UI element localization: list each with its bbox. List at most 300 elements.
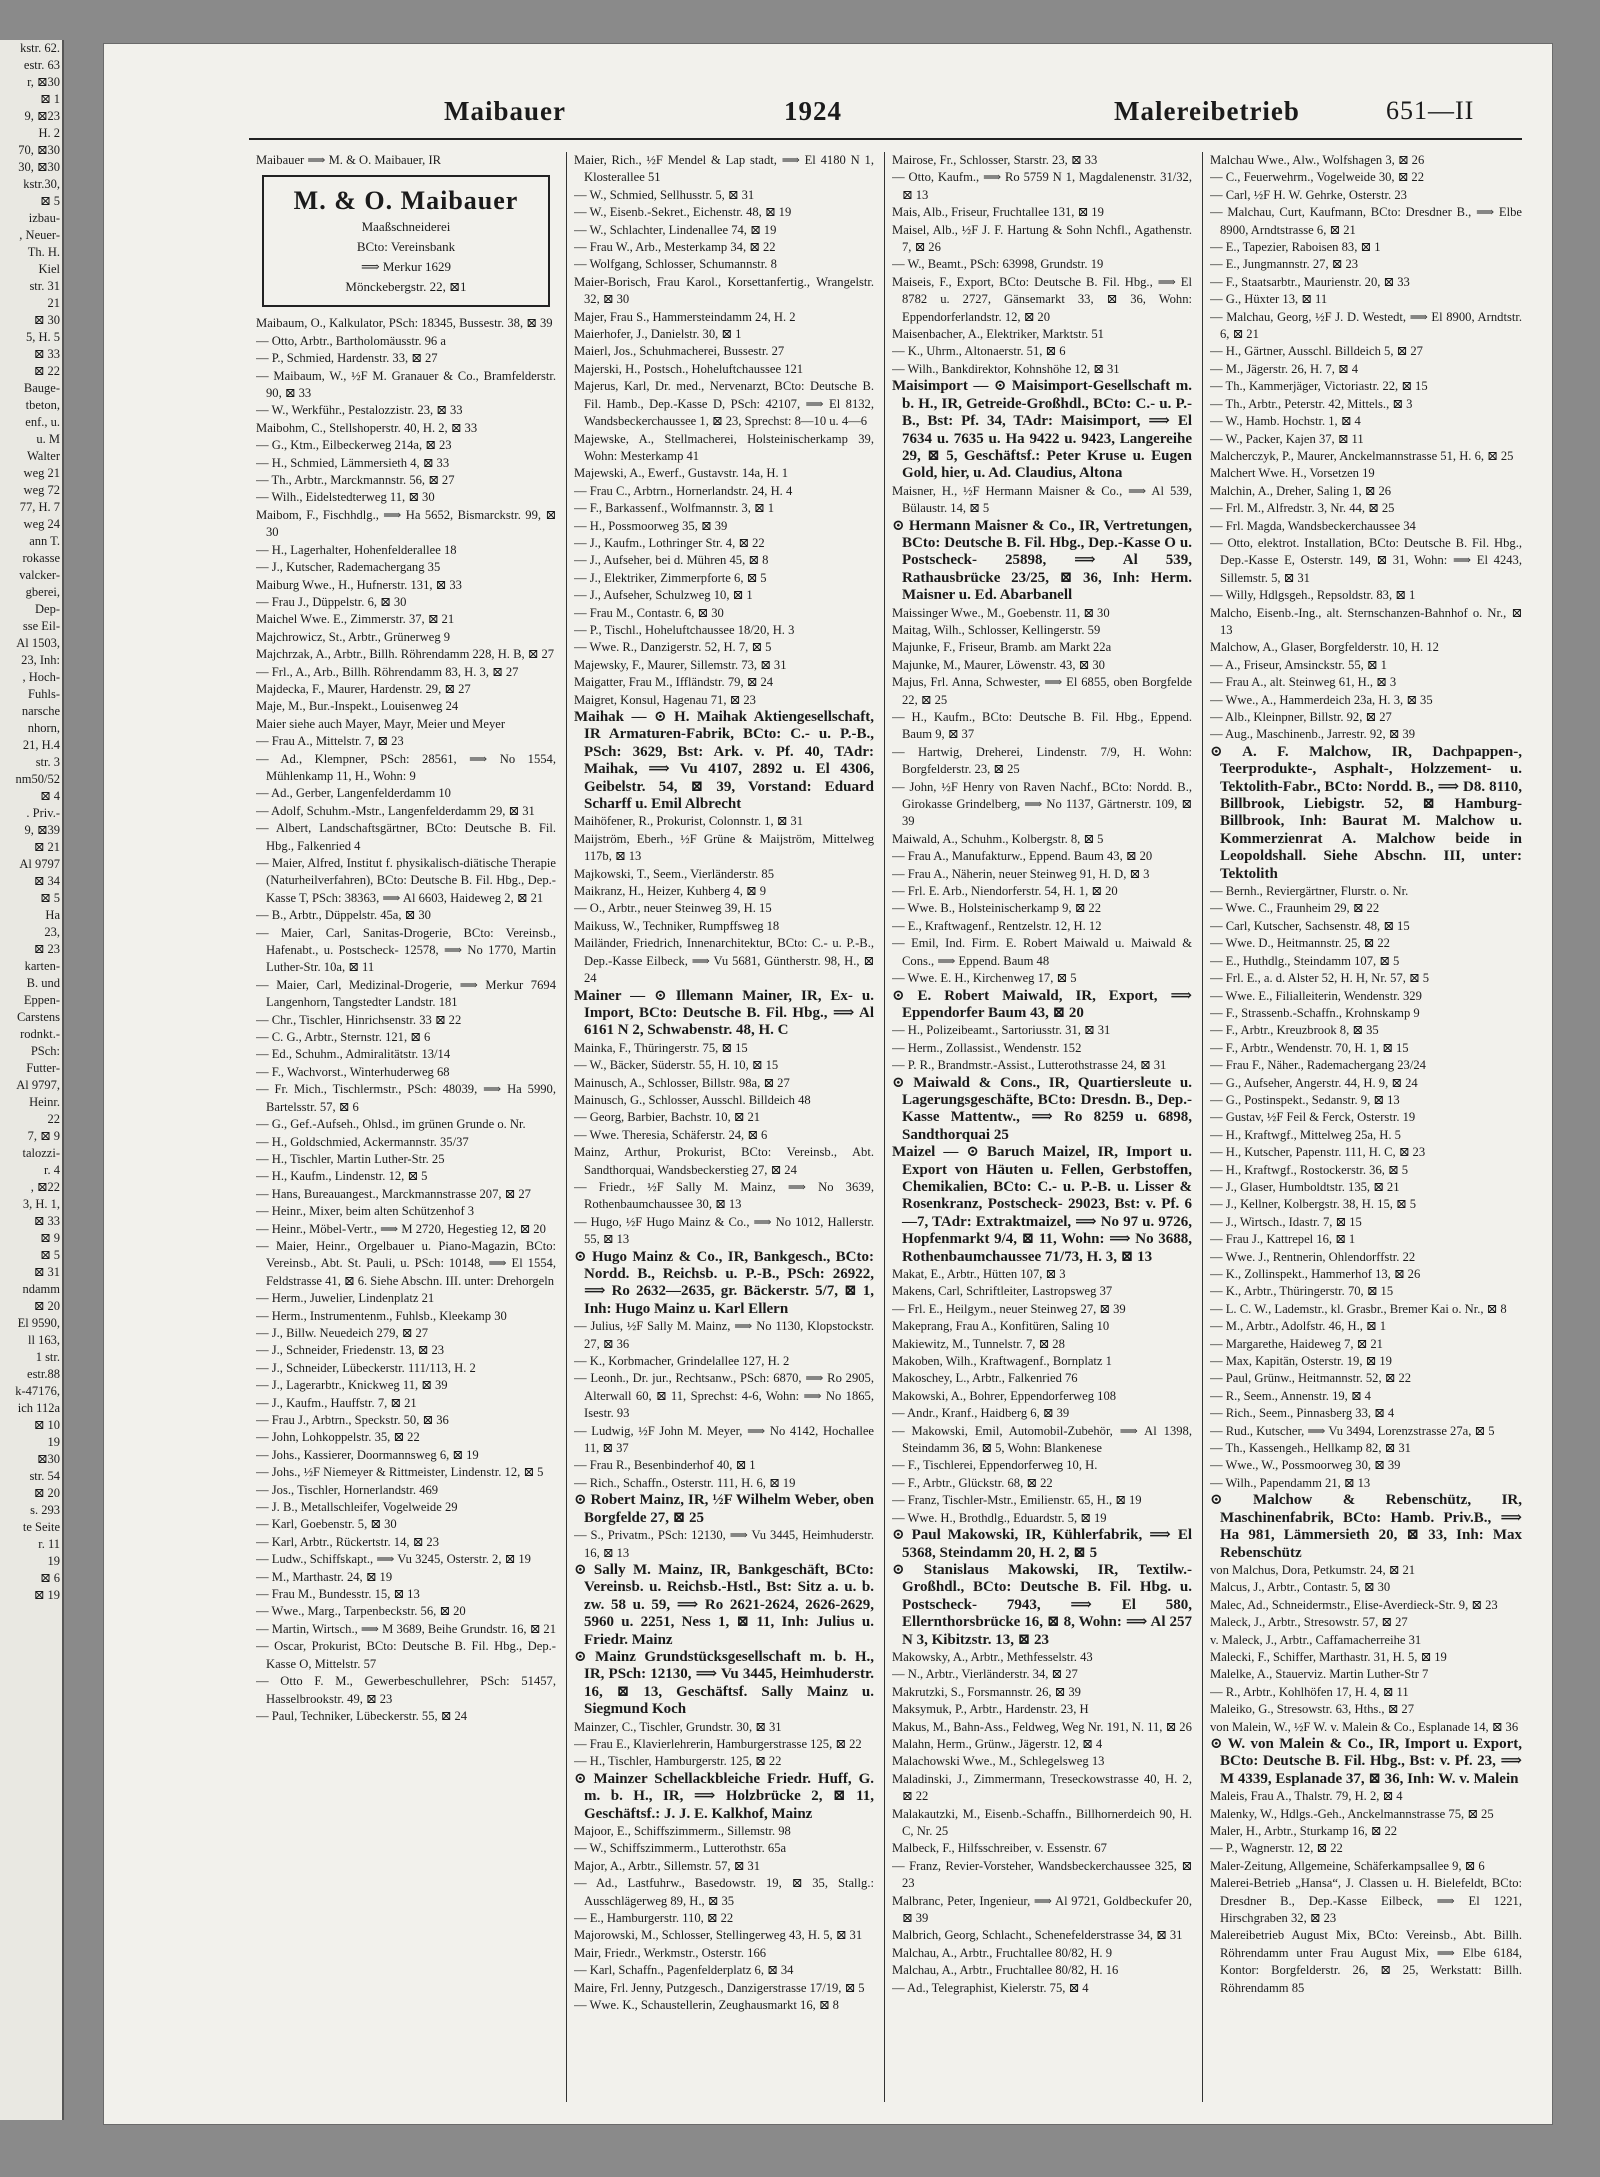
previous-page-fragment: karten- bbox=[24, 959, 60, 973]
list-item: — E., Hamburgerstr. 110, ⊠ 22 bbox=[574, 1911, 734, 1926]
list-item: — Wilh., Papendamm 21, ⊠ 13 bbox=[1210, 1475, 1371, 1490]
previous-page-fragment: sse Eil- bbox=[22, 619, 60, 633]
list-item: — Ad., Lastfuhrw., Basedowstr. 19, ⊠ 35, Stallg.: Ausschlägerweg 89, H., ⊠ 35 bbox=[574, 1876, 874, 1908]
previous-page-fragment: ⊠ 9 bbox=[40, 1231, 60, 1245]
list-item: — Wilh., Eidelstedterweg 11, ⊠ 30 bbox=[256, 490, 435, 505]
list-item: Malakautzki, M., Eisenb.-Schaffn., Billhornerdeich 90, H. C, Nr. 25 bbox=[892, 1806, 1192, 1838]
list-item: — Wwe. K., Schaustellerin, Zeughausmarkt 16, ⊠ 8 bbox=[574, 1998, 839, 2013]
list-item: Majdecka, F., Maurer, Hardenstr. 29, ⊠ 27 bbox=[256, 681, 471, 696]
previous-page-fragment: weg 72 bbox=[23, 483, 60, 497]
list-item: — Th., Arbtr., Marckmannstr. 56, ⊠ 27 bbox=[256, 473, 455, 488]
previous-page-fragment: ⊠ 5 bbox=[40, 194, 60, 208]
list-item: — Frau J., Düppelstr. 6, ⊠ 30 bbox=[256, 594, 407, 609]
list-item: — F., Arbtr., Glückstr. 68, ⊠ 22 bbox=[892, 1475, 1053, 1490]
list-item: Mainusch, G., Schlosser, Ausschl. Billdeich 48 bbox=[574, 1092, 811, 1107]
list-item: — Maier, Carl, Medizinal-Drogerie, ⟹ Merkur 7694 Langenhorn, Tangstedter Landstr. 181 bbox=[256, 977, 556, 1010]
list-item: — H., Kraftwgf., Rostockerstr. 36, ⊠ 5 bbox=[1210, 1162, 1409, 1177]
list-item: — Wwe. E. H., Kirchenweg 17, ⊠ 5 bbox=[892, 971, 1077, 986]
list-item: Maler, H., Arbtr., Sturkamp 16, ⊠ 22 bbox=[1210, 1824, 1398, 1838]
list-item: Maler-Zeitung, Allgemeine, Schäferkampsallee 9, ⊠ 6 bbox=[1210, 1858, 1485, 1873]
list-item: Majunke, F., Friseur, Bramb. am Markt 22a bbox=[892, 640, 1112, 655]
list-item: Maksymuk, P., Arbtr., Hardenstr. 23, H bbox=[892, 1702, 1089, 1717]
previous-page-fragment: valcker- bbox=[19, 568, 60, 582]
list-item: — Malchau, Georg, ½F J. D. Westedt, ⟹ El 8900, Arndtstr. 6, ⊠ 21 bbox=[1210, 309, 1522, 342]
header-rule bbox=[249, 138, 1522, 140]
previous-page-fragment: ⊠ 6 bbox=[40, 1571, 60, 1585]
column-1 bbox=[256, 152, 556, 2102]
list-item: — B., Arbtr., Düppelstr. 45a, ⊠ 30 bbox=[256, 908, 431, 923]
list-item: — Adolf, Schuhm.-Mstr., Langenfelderdamm 29, ⊠ 31 bbox=[256, 803, 535, 818]
list-item: Malchau Wwe., Alw., Wolfshagen 3, ⊠ 26 bbox=[1210, 153, 1425, 167]
previous-page-fragment: ⊠ 4 bbox=[40, 789, 60, 803]
list-item: Maichel Wwe. E., Zimmerstr. 37, ⊠ 21 bbox=[256, 612, 455, 627]
list-item: — Malchau, Curt, Kaufmann, BCto: Dresdner B., ⟹ Elbe 8900, Arndtstrasse 6, ⊠ 21 bbox=[1210, 205, 1522, 237]
list-item: — Otto, elektrot. Installation, BCto: Deutsche B. Fil. Hbg., Dep.-Kasse E, Osterstr. 149, ⊠ 31, Wohn: ⟹ El 4243, Sillemstr. 5, ⊠ 31 bbox=[1210, 535, 1522, 585]
list-item: ⊙ Malchow & Rebenschütz, IR, Maschinenfabrik, BCto: Hamb. Priv.B., ⟹ Ha 981, Lämmersieth 20, ⊠ 33, Inh: Max Rebenschütz bbox=[1210, 1492, 1522, 1561]
previous-page-fragment: r, ⊠30 bbox=[27, 75, 60, 89]
previous-page-fragment: 19 bbox=[47, 1554, 60, 1568]
previous-page-fragment: str. 31 bbox=[29, 279, 60, 293]
column-3 bbox=[892, 152, 1192, 2102]
list-item: Mailänder, Friedrich, Innenarchitektur, BCto: C.- u. P.-B., Dep.-Kasse Eilbeck, ⟹ Vu 5681, Güntherstr. 98, H., ⊠ 24 bbox=[574, 936, 874, 986]
list-item: Malbranc, Peter, Ingenieur, ⟹ Al 9721, Goldbeckufer 20, ⊠ 39 bbox=[892, 1893, 1192, 1926]
list-item: — Herm., Instrumentenm., Fuhlsb., Kleekamp 30 bbox=[256, 1308, 507, 1323]
list-item: Mair, Friedr., Werkmstr., Osterstr. 166 bbox=[574, 1945, 767, 1960]
list-item: — Jos., Tischler, Hornerlandstr. 469 bbox=[256, 1482, 439, 1497]
list-item: — H., Possmoorweg 35, ⊠ 39 bbox=[574, 518, 728, 533]
list-item: — Hartwig, Dreherei, Lindenstr. 7/9, H. Wohn: Borgfelderstr. 23, ⊠ 25 bbox=[892, 744, 1192, 777]
previous-page-fragment: weg 24 bbox=[23, 517, 60, 531]
list-item: — Wwe. D., Heitmannstr. 25, ⊠ 22 bbox=[1210, 936, 1390, 951]
list-item: — Wwe. R., Danzigerstr. 52, H. 7, ⊠ 5 bbox=[574, 640, 772, 655]
list-item: — Aug., Maschinenb., Jarrestr. 92, ⊠ 39 bbox=[1210, 727, 1416, 742]
previous-page-fragment: 3, H. 1, bbox=[22, 1197, 60, 1211]
list-item: von Malein, W., ½F W. v. Malein & Co., Esplanade 14, ⊠ 36 bbox=[1210, 1719, 1519, 1734]
list-item: Maisenbacher, A., Elektriker, Marktstr. 51 bbox=[892, 327, 1104, 342]
list-item: — Oscar, Prokurist, BCto: Deutsche B. Fil. Hbg., Dep.-Kasse O, Mittelstr. 57 bbox=[256, 1639, 556, 1671]
previous-page-fragment: rodnkt.- bbox=[20, 1027, 60, 1041]
previous-page-fragment: estr. 63 bbox=[23, 58, 60, 72]
list-item: — F., Tischlerei, Eppendorferweg 10, H. bbox=[892, 1458, 1098, 1473]
list-item: — Wwe. H., Brothdlg., Eduardstr. 5, ⊠ 19 bbox=[892, 1510, 1107, 1525]
list-item: Makus, M., Bahn-Ass., Feldweg, Weg Nr. 191, N. 11, ⊠ 26 bbox=[892, 1719, 1192, 1734]
previous-page-fragment: gberei, bbox=[25, 585, 60, 599]
list-item: Maissinger Wwe., M., Goebenstr. 11, ⊠ 30 bbox=[892, 605, 1110, 620]
list-item: — Ludwig, ½F John M. Meyer, ⟹ No 4142, Hochallee 11, ⊠ 37 bbox=[574, 1423, 874, 1456]
previous-page-fragment: , Neuer- bbox=[19, 228, 60, 242]
list-item: — Wwe., Marg., Tarpenbeckstr. 56, ⊠ 20 bbox=[256, 1604, 466, 1619]
previous-page-fragment: 22 bbox=[47, 1112, 60, 1126]
list-item: ⊙ Stanislaus Makowski, IR, Textilw.-Großhdl., BCto: Deutsche B. Fil. Hbg. u. Postscheck- 7943, ⟹ El 580, Ellernthorsbrücke 16, ⊠ 8, Wohn: ⟹ Al 257 N 3, Kibitzstr. 13, ⊠ 23 bbox=[892, 1561, 1192, 1648]
list-item: Majorowski, M., Schlosser, Stellingerweg 43, H. 5, ⊠ 31 bbox=[574, 1928, 863, 1943]
list-item: Maisner, H., ½F Hermann Maisner & Co., ⟹ Al 539, Bülaustr. 14, ⊠ 5 bbox=[892, 483, 1192, 516]
header-right-keyword: Malereibetrieb bbox=[1114, 96, 1300, 126]
list-item: — P. R., Brandmstr.-Assist., Lutterothstrasse 24, ⊠ 31 bbox=[892, 1058, 1167, 1073]
list-item: — Max, Kapitän, Osterstr. 19, ⊠ 19 bbox=[1210, 1354, 1392, 1369]
list-item: — Chr., Tischler, Hinrichsenstr. 33 ⊠ 22 bbox=[256, 1012, 462, 1027]
list-item: — W., Schmied, Sellhusstr. 5, ⊠ 31 bbox=[574, 187, 755, 202]
list-item: — Johs., ½F Niemeyer & Rittmeister, Lindenstr. 12, ⊠ 5 bbox=[256, 1465, 544, 1480]
list-item: — Frau A., Manufakturw., Eppend. Baum 43, ⊠ 20 bbox=[892, 849, 1153, 864]
list-item: — John, Lohkoppelstr. 35, ⊠ 22 bbox=[256, 1430, 420, 1445]
list-item: — Wwe., A., Hammerdeich 23a, H. 3, ⊠ 35 bbox=[1210, 692, 1433, 707]
column-divider bbox=[884, 152, 885, 2102]
list-item: — K., Uhrm., Altonaerstr. 51, ⊠ 6 bbox=[892, 344, 1066, 359]
list-item: — Frl. Magda, Wandsbeckerchaussee 34 bbox=[1210, 518, 1416, 533]
list-item: — K., Korbmacher, Grindelallee 127, H. 2 bbox=[574, 1354, 790, 1369]
previous-page-fragment: ⊠ 19 bbox=[33, 1588, 60, 1602]
list-item: — Martin, Wirtsch., ⟹ M 3689, Beihe Grundstr. 16, ⊠ 21 bbox=[256, 1621, 556, 1636]
previous-page-fragment: ⊠ 20 bbox=[33, 1486, 60, 1500]
list-item: — Johs., Kassierer, Doormannsweg 6, ⊠ 19 bbox=[256, 1447, 479, 1462]
previous-page-fragment: Al 9797, bbox=[16, 1078, 60, 1092]
list-item: ⊙ Paul Makowski, IR, Kühlerfabrik, ⟹ El 5368, Steindamm 20, H. 2, ⊠ 5 bbox=[892, 1527, 1192, 1561]
ad-line: Mönckebergstr. 22, ⊠1 bbox=[345, 279, 467, 295]
list-item: — H., Tischler, Martin Luther-Str. 25 bbox=[256, 1151, 445, 1166]
directory-page bbox=[104, 44, 1552, 2124]
previous-page-fragment: r. 11 bbox=[38, 1537, 60, 1551]
previous-page-fragment: Dep- bbox=[35, 602, 60, 616]
previous-page-fragment: Carstens bbox=[16, 1010, 60, 1024]
list-item: Major, A., Arbtr., Sillemstr. 57, ⊠ 31 bbox=[574, 1858, 761, 1873]
list-item: — Frau C., Arbtrn., Hornerlandstr. 24, H. 4 bbox=[574, 483, 793, 498]
list-item: Mainer — ⊙ Illemann Mainer, IR, Ex- u. Import, BCto: Deutsche B. Fil. Hbg., ⟹ Al 6161 N 2, Schwabenstr. 48, H. C bbox=[574, 987, 874, 1039]
list-item: ⊙ Mainzer Schellackbleiche Friedr. Huff, G. m. b. H., IR, ⟹ Holzbrücke 2, ⊠ 11, Geschäftsf.: J. J. E. Kalkhof, Mainz bbox=[574, 1770, 874, 1822]
list-item: — H., Kraftwgf., Mittelweg 25a, H. 5 bbox=[1210, 1127, 1401, 1142]
list-item: — Otto, Kaufm., ⟹ Ro 5759 N 1, Magdalenenstr. 31/32, ⊠ 13 bbox=[892, 170, 1192, 202]
list-item: Makoben, Wilh., Kraftwagenf., Bornplatz 1 bbox=[892, 1354, 1112, 1369]
list-item: — C. G., Arbtr., Sternstr. 121, ⊠ 6 bbox=[256, 1030, 431, 1045]
list-item: — Frl., A., Arb., Billh. Röhrendamm 83, H. 3, ⊠ 27 bbox=[256, 664, 519, 679]
list-item: — R., Arbtr., Kohlhöfen 17, H. 4, ⊠ 11 bbox=[1210, 1684, 1409, 1699]
list-item: Majchrowicz, St., Arbtr., Grünerweg 9 bbox=[256, 629, 451, 644]
column-divider bbox=[1202, 152, 1203, 2102]
list-item: — W., Bäcker, Süderstr. 55, H. 10, ⊠ 15 bbox=[574, 1058, 779, 1073]
list-item: — Frau R., Besenbinderhof 40, ⊠ 1 bbox=[574, 1458, 756, 1473]
list-item: — H., Polizeibeamt., Sartoriusstr. 31, ⊠ 31 bbox=[892, 1023, 1111, 1038]
list-item: Majewsky, F., Maurer, Sillemstr. 73, ⊠ 31 bbox=[574, 657, 787, 672]
previous-page-fragment: El 9590, bbox=[17, 1316, 60, 1330]
list-item: — Wwe. Theresia, Schäferstr. 24, ⊠ 6 bbox=[574, 1127, 768, 1142]
list-item: — H., Lagerhalter, Hohenfelderallee 18 bbox=[256, 542, 457, 557]
list-item: — Carl, ½F H. W. Gehrke, Osterstr. 23 bbox=[1210, 187, 1407, 202]
column-4 bbox=[1210, 152, 1522, 2102]
list-item: — K., Arbtr., Thüringerstr. 70, ⊠ 15 bbox=[1210, 1284, 1394, 1299]
previous-page-fragment: ⊠ 33 bbox=[33, 1214, 60, 1228]
list-item: — Wwe. J., Rentnerin, Ohlendorffstr. 22 bbox=[1210, 1249, 1416, 1264]
list-item: — Rich., Schaffn., Osterstr. 111, H. 6, ⊠ 19 bbox=[574, 1475, 796, 1490]
list-item: — E., Jungmannstr. 27, ⊠ 23 bbox=[1210, 257, 1359, 272]
list-item: — Andr., Kranf., Haidberg 6, ⊠ 39 bbox=[892, 1406, 1070, 1421]
ad-line: ⟹ Merkur 1629 bbox=[360, 259, 452, 275]
list-item: Maier-Borisch, Frau Karol., Korsettanfertig., Wrangelstr. 32, ⊠ 30 bbox=[574, 274, 874, 307]
previous-page-fragment: ⊠ 5 bbox=[40, 891, 60, 905]
list-item: — G., Hüxter 13, ⊠ 11 bbox=[1210, 292, 1328, 307]
list-item: Maire, Frl. Jenny, Putzgesch., Danzigerstrasse 17/19, ⊠ 5 bbox=[574, 1980, 865, 1995]
list-item: — Heinr., Mixer, beim alten Schützenhof 3 bbox=[256, 1204, 475, 1219]
list-item: — Wwe. E., Filialleiterin, Wendenstr. 329 bbox=[1210, 988, 1422, 1003]
previous-page-fragment: str. 54 bbox=[29, 1469, 60, 1483]
previous-page-fragment: ⊠ 22 bbox=[33, 364, 60, 378]
list-item: — J., Schneider, Friedenstr. 13, ⊠ 23 bbox=[256, 1343, 445, 1358]
list-item: — W., Eisenb.-Sekret., Eichenstr. 48, ⊠ 19 bbox=[574, 205, 792, 220]
page-number: 651—II bbox=[1386, 96, 1475, 125]
previous-page-fragment: s. 293 bbox=[30, 1503, 60, 1517]
list-item: Majchrzak, A., Arbtr., Billh. Röhrendamm 228, H. B, ⊠ 27 bbox=[256, 647, 555, 662]
list-item: Malchau, A., Arbtr., Fruchtallee 80/82, H. 9 bbox=[892, 1945, 1113, 1960]
previous-page-fragment: Al 1503, bbox=[16, 636, 60, 650]
list-item: — Hans, Bureauangest., Marckmannstrasse 207, ⊠ 27 bbox=[256, 1186, 531, 1201]
list-item: — Frau M., Contastr. 6, ⊠ 30 bbox=[574, 605, 724, 620]
list-item: — Wolfgang, Schlosser, Schumannstr. 8 bbox=[574, 257, 777, 272]
list-item: Makrutzki, S., Forsmannstr. 26, ⊠ 39 bbox=[892, 1684, 1081, 1699]
previous-page-fragment: 1 str. bbox=[35, 1350, 60, 1364]
previous-page-fragment: Al 9797 bbox=[19, 857, 60, 871]
previous-page-fragment: kstr.30, bbox=[23, 177, 60, 191]
previous-page-fragment: Bauge- bbox=[23, 381, 60, 395]
list-item: — Karl, Arbtr., Rückertstr. 14, ⊠ 23 bbox=[256, 1534, 439, 1549]
previous-page-fragment: narsche bbox=[21, 704, 60, 718]
list-item: Malcherczyk, P., Maurer, Anckelmannstrasse 51, H. 6, ⊠ 25 bbox=[1210, 448, 1514, 463]
list-item: — Wilh., Bankdirektor, Kohnshöhe 12, ⊠ 31 bbox=[892, 361, 1120, 376]
list-item: — H., Schmied, Lämmersieth 4, ⊠ 33 bbox=[256, 455, 450, 470]
list-item: ⊙ A. F. Malchow, IR, Dachpappen-, Teerprodukte-, Asphalt-, Holzzement- u. Tektolith-Fabr., BCto: Nordd. B., ⟹ D8. 8110, Billbrook, Liebigstr. 52, ⊠ Hamburg-Billbrook, Inh: Baurat M. Malchow u. Kommerzienrat A. Malchow beide in Leopoldshall. Siehe Abschn. III, unter: Tektolith bbox=[1210, 743, 1522, 882]
list-item: — Albert, Landschaftsgärtner, BCto: Deutsche B. Fil. Hbg., Falkenried 4 bbox=[256, 821, 556, 853]
list-item: — J., Schneider, Lübeckerstr. 111/113, H. 2 bbox=[256, 1360, 476, 1375]
list-item: Mainz, Arthur, Prokurist, BCto: Vereinsb., Abt. Sandthorquai, Wandsbeckerstieg 27, ⊠ 24 bbox=[574, 1145, 874, 1177]
previous-page-fragment: r. 4 bbox=[44, 1163, 60, 1177]
list-item: Maleiko, G., Stresowstr. 63, Hths., ⊠ 27 bbox=[1210, 1702, 1415, 1717]
list-item: — Frl. E. Arb., Niendorferstr. 54, H. 1, ⊠ 20 bbox=[892, 884, 1118, 899]
list-item: — J., Aufseher, bei d. Mühren 45, ⊠ 8 bbox=[574, 553, 769, 568]
previous-page-fragment: 30, ⊠30 bbox=[18, 160, 60, 174]
list-item: — Frau F., Näher., Rademachergang 23/24 bbox=[1210, 1058, 1426, 1073]
previous-page-fragment: ndamm bbox=[22, 1282, 60, 1296]
list-item: — Alb., Kleinpner, Billstr. 92, ⊠ 27 bbox=[1210, 710, 1392, 724]
list-item: Maihöfener, R., Prokurist, Colonnstr. 1, ⊠ 31 bbox=[574, 814, 804, 829]
list-item: — J., Elektriker, Zimmerpforte 6, ⊠ 5 bbox=[574, 570, 767, 585]
list-item: Malchin, A., Dreher, Saling 1, ⊠ 26 bbox=[1210, 483, 1392, 498]
list-item: Majoor, E., Schiffszimmerm., Sillemstr. 98 bbox=[574, 1824, 791, 1838]
previous-page-fragment: 21, H.4 bbox=[22, 738, 60, 752]
list-item: — O., Arbtr., neuer Steinweg 39, H. 15 bbox=[574, 901, 772, 916]
list-item: — J., Kaufm., Lothringer Str. 4, ⊠ 22 bbox=[574, 535, 765, 550]
list-item: — L. C. W., Lademstr., kl. Grasbr., Bremer Kai o. Nr., ⊠ 8 bbox=[1210, 1301, 1507, 1316]
list-item: — F., Staatsarbtr., Maurienstr. 20, ⊠ 33 bbox=[1210, 274, 1410, 289]
list-item: Maladinski, J., Zimmermann, Treseckowstrasse 40, H. 2, ⊠ 22 bbox=[892, 1771, 1192, 1804]
list-item: Maikranz, H., Heizer, Kuhberg 4, ⊠ 9 bbox=[574, 884, 767, 899]
previous-page-fragment: Ha bbox=[45, 908, 60, 922]
previous-page-fragment: ⊠ 1 bbox=[40, 92, 60, 106]
list-item: — G., Gef.-Aufseh., Ohlsd., im grünen Grunde o. Nr. bbox=[256, 1117, 526, 1132]
list-item: ⊙ Hermann Maisner & Co., IR, Vertretungen, BCto: Deutsche B. Fil. Hbg., Dep.-Kasse O u. Postscheck- 25898, ⟹ Al 539, Rathausbrücke 23/25, ⊠ 36, Inh: Herm. Maisner u. Ed. Abarbanell bbox=[892, 517, 1192, 604]
list-item: — Otto, Arbtr., Bartholomäusstr. 96 a bbox=[256, 333, 446, 348]
list-item: — Friedr., ½F Sally M. Mainz, ⟹ No 3639, Rothenbaumchaussee 30, ⊠ 13 bbox=[574, 1179, 874, 1212]
list-item: — M., Arbtr., Adolfstr. 46, H., ⊠ 1 bbox=[1210, 1319, 1387, 1334]
list-item: — Georg, Barbier, Bachstr. 10, ⊠ 21 bbox=[574, 1110, 761, 1125]
list-item: — Frau M., Bundesstr. 15, ⊠ 13 bbox=[256, 1587, 420, 1602]
list-item: Maier, Rich., ½F Mendel & Lap stadt, ⟹ El 4180 N 1, Klosterallee 51 bbox=[574, 153, 874, 185]
previous-page-fragment: Heinr. bbox=[29, 1095, 60, 1109]
list-item: — W., Werkführ., Pestalozzistr. 23, ⊠ 33 bbox=[256, 403, 463, 418]
ad-title: M. & O. Maibauer bbox=[293, 186, 519, 216]
list-item: — Rud., Kutscher, ⟹ Vu 3494, Lorenzstrasse 27a, ⊠ 5 bbox=[1210, 1423, 1495, 1438]
previous-page-fragment: ⊠ 23 bbox=[33, 942, 60, 956]
list-item: ⊙ Sally M. Mainz, IR, Bankgeschäft, BCto: Vereinsb. u. Reichsb.-Hstl., Bst: Sitz a. u. b. zw. 58 u. 59, ⟹ Ro 2621-2624, 2626-2629, 5960 u. 2251, Ness 1, ⊠ 11, Inh: Julius u. Friedr. Mainz bbox=[574, 1561, 874, 1648]
list-item: — H., Kutscher, Papenstr. 111, H. C, ⊠ 23 bbox=[1210, 1145, 1426, 1160]
previous-page-fragment: 7, ⊠ 9 bbox=[27, 1129, 60, 1143]
list-item: — Th., Kassengeh., Hellkamp 82, ⊠ 31 bbox=[1210, 1441, 1411, 1456]
list-item: Malchau, A., Arbtr., Fruchtallee 80/82, H. 16 bbox=[892, 1963, 1119, 1978]
previous-page-fragment: Fuhls- bbox=[28, 687, 60, 701]
list-item: Majer, Frau S., Hammersteindamm 24, H. 2 bbox=[574, 309, 796, 324]
previous-page-fragment: 70, ⊠30 bbox=[18, 143, 60, 157]
list-item: — W., Hamb. Hochstr. 1, ⊠ 4 bbox=[1210, 414, 1361, 429]
list-item: Maijström, Eberh., ½F Grüne & Maijström, Mittelweg 117b, ⊠ 13 bbox=[574, 831, 874, 864]
list-item: — H., Gärtner, Ausschl. Billdeich 5, ⊠ 27 bbox=[1210, 344, 1423, 359]
previous-page-fragment: 5, H. 5 bbox=[25, 330, 60, 344]
list-item: Malchow, A., Glaser, Borgfelderstr. 10, H. 12 bbox=[1210, 640, 1439, 655]
list-item: — G., Aufseher, Angerstr. 44, H. 9, ⊠ 24 bbox=[1210, 1075, 1418, 1090]
list-item: Mainka, F., Thüringerstr. 75, ⊠ 15 bbox=[574, 1040, 748, 1055]
list-item: — H., Kaufm., Lindenstr. 12, ⊠ 5 bbox=[256, 1169, 428, 1184]
previous-page-fragment: 77, H. 7 bbox=[19, 500, 60, 514]
list-item: — Frau A., Näherin, neuer Steinweg 91, H. D, ⊠ 3 bbox=[892, 866, 1150, 881]
previous-page-fragment: nm50/52 bbox=[15, 772, 60, 786]
list-item: Maje, M., Bur.-Inspekt., Louisenweg 24 bbox=[256, 699, 459, 714]
list-item: — Emil, Ind. Firm. E. Robert Maiwald u. Maiwald & Cons., ⟹ Eppend. Baum 48 bbox=[892, 936, 1192, 968]
list-item: — F., Strassenb.-Schaffn., Krohnskamp 9 bbox=[1210, 1005, 1420, 1020]
list-item: Mais, Alb., Friseur, Fruchtallee 131, ⊠ 19 bbox=[892, 205, 1104, 220]
list-item: — Margarethe, Haideweg 7, ⊠ 21 bbox=[1210, 1336, 1383, 1351]
list-item: Maisel, Alb., ½F J. F. Hartung & Sohn Nchfl., Agathenstr. 7, ⊠ 26 bbox=[892, 222, 1192, 255]
list-item: — E., Tapezier, Raboisen 83, ⊠ 1 bbox=[1210, 240, 1381, 255]
list-item: v. Maleck, J., Arbtr., Caffamacherreihe 31 bbox=[1210, 1632, 1422, 1647]
list-item: Malachowski Wwe., M., Schlegelsweg 13 bbox=[892, 1754, 1105, 1769]
list-item: — G., Postinspekt., Sedanstr. 9, ⊠ 13 bbox=[1210, 1092, 1400, 1107]
list-item: — Ad., Klempner, PSch: 28561, ⟹ No 1554, Mühlenkamp 11, H., Wohn: 9 bbox=[256, 751, 556, 783]
list-item: ⊙ Hugo Mainz & Co., IR, Bankgesch., BCto: Nordd. B., Reichsb. u. P.-B., PSch: 26922, ⟹ Ro 2632—2635, gr. Bäckerstr. 5/7, ⊠ 1, Inh: Hugo Mainz u. Karl Ellern bbox=[574, 1248, 874, 1317]
list-item: — Hugo, ½F Hugo Mainz & Co., ⟹ No 1012, Hallerstr. 55, ⊠ 13 bbox=[574, 1214, 874, 1247]
list-item: — H., Goldschmied, Ackermannstr. 35/37 bbox=[256, 1134, 469, 1149]
list-item: Makat, E., Arbtr., Hütten 107, ⊠ 3 bbox=[892, 1267, 1066, 1281]
list-item: Maierhofer, J., Danielstr. 30, ⊠ 1 bbox=[574, 327, 742, 342]
list-item: — Franz, Revier-Vorsteher, Wandsbeckerchaussee 325, ⊠ 23 bbox=[892, 1858, 1192, 1891]
list-item: Malchert Wwe. H., Vorsetzen 19 bbox=[1210, 466, 1375, 481]
column-2 bbox=[574, 152, 874, 2102]
list-item: Maleis, Frau A., Thalstr. 79, H. 2, ⊠ 4 bbox=[1210, 1789, 1403, 1804]
list-item: Maibom, F., Fischhdlg., ⟹ Ha 5652, Bismarckstr. 99, ⊠ 30 bbox=[256, 507, 556, 540]
list-item: — Herm., Juwelier, Lindenplatz 21 bbox=[256, 1291, 435, 1306]
list-item: — Frau A., Mittelstr. 7, ⊠ 23 bbox=[256, 734, 404, 749]
list-item: — R., Seem., Annenstr. 19, ⊠ 4 bbox=[1210, 1388, 1371, 1403]
running-head bbox=[104, 96, 1552, 136]
list-item: Maikuss, W., Techniker, Rumpffsweg 18 bbox=[574, 918, 780, 933]
header-left-keyword: Maibauer bbox=[444, 96, 566, 126]
list-item: Maleck, J., Arbtr., Stresowstr. 57, ⊠ 27 bbox=[1210, 1615, 1408, 1630]
list-item: — Maier, Carl, Sanitas-Drogerie, BCto: Vereinsb., Hafenabt., u. Postscheck- 12578, ⟹ No 1770, Martin Luther-Str. 10a, ⊠ 11 bbox=[256, 925, 556, 975]
list-item: — Frau E., Klavierlehrerin, Hamburgerstrasse 125, ⊠ 22 bbox=[574, 1736, 862, 1751]
list-item: — Julius, ½F Sally M. Mainz, ⟹ No 1130, Klopstockstr. 27, ⊠ 36 bbox=[574, 1319, 874, 1351]
list-item: Maibohm, C., Stellshoperstr. 40, H. 2, ⊠ 33 bbox=[256, 420, 478, 435]
previous-page-fragment: te Seite bbox=[22, 1520, 60, 1534]
list-item: — Maibaum, W., ½F M. Granauer & Co., Bramfelderstr. 90, ⊠ 33 bbox=[256, 368, 556, 401]
list-item: — Makowski, Emil, Automobil-Zubehör, ⟹ Al 1398, Steindamm 36, ⊠ 5, Wohn: Blankenese bbox=[892, 1423, 1192, 1456]
previous-page-fragment: 23, bbox=[44, 925, 60, 939]
previous-page-fragment: 23, Inh: bbox=[21, 653, 60, 667]
list-item: — J., Kaufm., Hauffstr. 7, ⊠ 21 bbox=[256, 1395, 417, 1410]
list-item: — Gustav, ½F Feil & Ferck, Osterstr. 19 bbox=[1210, 1110, 1416, 1125]
previous-page-fragment: H. 2 bbox=[38, 126, 60, 140]
list-item: Majkowski, T., Seem., Vierländerstr. 85 bbox=[574, 866, 775, 881]
ad-line: Maaßschneiderei bbox=[361, 219, 451, 235]
list-item: — Th., Arbtr., Peterstr. 42, Mittels., ⊠ 3 bbox=[1210, 396, 1413, 411]
previous-page-fragment: talozzi- bbox=[22, 1146, 60, 1160]
list-item: — Frl. E., a. d. Alster 52, H. H, Nr. 57, ⊠ 5 bbox=[1210, 971, 1430, 986]
list-item: Majewske, A., Stellmacherei, Holsteinischerkamp 39, Wohn: Mesterkamp 41 bbox=[574, 431, 874, 463]
list-item: — Ed., Schuhm., Admiralitätstr. 13/14 bbox=[256, 1047, 451, 1062]
list-item: — Frau J., Arbtrn., Speckstr. 50, ⊠ 36 bbox=[256, 1413, 449, 1427]
list-item: Maigret, Konsul, Hagenau 71, ⊠ 23 bbox=[574, 692, 756, 707]
previous-page-fragment: 19 bbox=[47, 1435, 60, 1449]
previous-page-fragment: ⊠30 bbox=[37, 1452, 60, 1466]
list-item: — Frau J., Kattrepel 16, ⊠ 1 bbox=[1210, 1232, 1356, 1247]
previous-page-fragment: 9, ⊠23 bbox=[24, 109, 60, 123]
list-item: Malcho, Eisenb.-Ing., alt. Sternschanzen-Bahnhof o. Nr., ⊠ 13 bbox=[1210, 605, 1522, 637]
list-item: — N., Arbtr., Vierländerstr. 34, ⊠ 27 bbox=[892, 1667, 1078, 1682]
previous-page-fragment: PSch: bbox=[30, 1044, 60, 1058]
list-item: — J. B., Metallschleifer, Vogelweide 29 bbox=[256, 1500, 458, 1515]
previous-page-edge bbox=[0, 40, 64, 2120]
list-item: Makowsky, A., Arbtr., Methfesselstr. 43 bbox=[892, 1649, 1093, 1664]
previous-page-fragment: ann T. bbox=[29, 534, 60, 548]
list-item: ⊙ Mainz Grundstücksgesellschaft m. b. H., IR, PSch: 12130, ⟹ Vu 3445, Heimhuderstr. 16, ⊠ 13, Geschäftsf. Sally Mainz u. Siegmund Koch bbox=[574, 1648, 874, 1718]
list-item: — Wwe., W., Possmoorweg 30, ⊠ 39 bbox=[1210, 1458, 1401, 1473]
list-item: — Frl. E., Heilgym., neuer Steinweg 27, ⊠ 39 bbox=[892, 1301, 1126, 1316]
list-item: — Wwe. B., Holsteinischerkamp 9, ⊠ 22 bbox=[892, 901, 1101, 916]
list-item: Malcus, J., Arbtr., Contastr. 5, ⊠ 30 bbox=[1210, 1580, 1391, 1595]
list-item: — P., Wagnerstr. 12, ⊠ 22 bbox=[1210, 1841, 1343, 1856]
previous-page-fragment: ⊠ 20 bbox=[33, 1299, 60, 1313]
list-item: — Frau W., Arb., Mesterkamp 34, ⊠ 22 bbox=[574, 240, 776, 255]
list-item: Maier siehe auch Mayer, Mayr, Meier und Meyer bbox=[256, 716, 506, 731]
previous-page-fragment: ⊠ 30 bbox=[33, 313, 60, 327]
list-item: Makoschey, L., Arbtr., Falkenried 76 bbox=[892, 1371, 1078, 1386]
list-item: — K., Zollinspekt., Hammerhof 13, ⊠ 26 bbox=[1210, 1267, 1421, 1281]
list-item: — Leonh., Dr. jur., Rechtsanw., PSch: 6870, ⟹ Ro 2905, Alterwall 60, ⊠ 11, Sprechst: 4-6, Wohn: ⟹ No 1865, Isestr. 93 bbox=[574, 1371, 874, 1421]
previous-page-fragment: ⊠ 33 bbox=[33, 347, 60, 361]
list-item: Maibaum, O., Kalkulator, PSch: 18345, Bussestr. 38, ⊠ 39 bbox=[256, 316, 553, 331]
list-item: Malec, Ad., Schneidermstr., Elise-Averdieck-Str. 9, ⊠ 23 bbox=[1210, 1597, 1498, 1612]
previous-page-fragment: k-47176, bbox=[15, 1384, 60, 1398]
header-year: 1924 bbox=[784, 96, 842, 126]
previous-page-fragment: str. 3 bbox=[35, 755, 60, 769]
list-item: Malecki, F., Schiffer, Marthastr. 31, H. 5, ⊠ 19 bbox=[1210, 1649, 1447, 1664]
list-item: Maiburg Wwe., H., Hufnerstr. 131, ⊠ 33 bbox=[256, 577, 462, 592]
list-item: — E., Huthdlg., Steindamm 107, ⊠ 5 bbox=[1210, 953, 1400, 968]
list-item: — Frl. M., Alfredstr. 3, Nr. 44, ⊠ 25 bbox=[1210, 501, 1395, 516]
list-item: — S., Privatm., PSch: 12130, ⟹ Vu 3445, Heimhuderstr. 16, ⊠ 13 bbox=[574, 1528, 874, 1560]
list-item: — Karl, Schaffn., Pagenfelderplatz 6, ⊠ 34 bbox=[574, 1963, 794, 1978]
list-item: Makeprang, Frau A., Konfitüren, Saling 10 bbox=[892, 1319, 1110, 1334]
previous-page-fragment: Walter bbox=[26, 449, 60, 463]
list-item: Malbrich, Georg, Schlacht., Schenefelderstrasse 34, ⊠ 31 bbox=[892, 1928, 1183, 1943]
list-item: Malerei-Betrieb „Hansa“, J. Classen u. H. Bielefeldt, BCto: Dresdner B., Dep.-Kasse Eilbeck, ⟹ El 1221, Hirschgraben 32, ⊠ 23 bbox=[1210, 1876, 1522, 1926]
previous-page-fragment: ⊠ 31 bbox=[33, 1265, 60, 1279]
list-item: — P., Tischl., Hoheluftchaussee 18/20, H. 3 bbox=[574, 622, 795, 637]
list-item: — Wwe. C., Fraunheim 29, ⊠ 22 bbox=[1210, 901, 1380, 916]
list-item: — Ad., Gerber, Langenfelderdamm 10 bbox=[256, 786, 451, 801]
